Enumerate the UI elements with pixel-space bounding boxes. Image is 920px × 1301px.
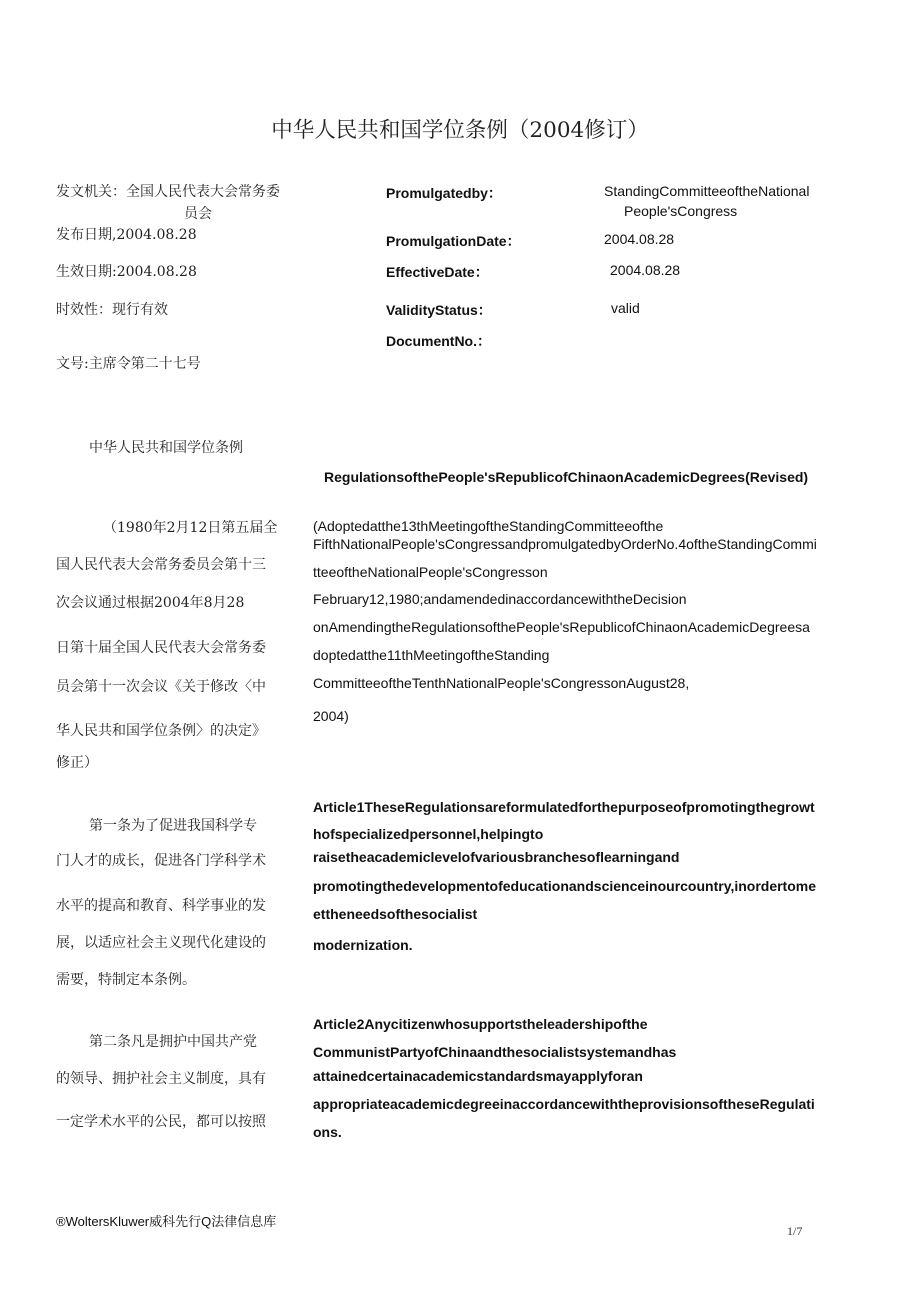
article2-en-line: Article2Anycitizenwhosupportstheleadershipofthe	[313, 1016, 648, 1032]
meta-en-promulgation-date-value: 2004.08.28	[604, 231, 675, 247]
article1-zh-line: 展，以适应社会主义现代化建设的	[56, 935, 266, 951]
article1-en-line: promotingthedevelopmentofeducationandscienceinourcountry,inordertome	[313, 878, 817, 894]
preamble-zh-line: 华人民共和国学位条例〉的决定》	[56, 723, 266, 739]
preamble-zh-line: 日第十届全国人民代表大会常务委	[56, 640, 266, 656]
article2-en-line: ons.	[313, 1124, 342, 1140]
article2-zh-line: 的领导、拥护社会主义制度，具有	[56, 1071, 266, 1087]
preamble-zh-line: 修正）	[56, 755, 98, 771]
preamble-en-line: doptedatthe11thMeetingoftheStanding	[313, 647, 550, 663]
meta-en-doc-no-label: DocumentNo.：	[386, 333, 491, 349]
footer-brand: ®WoltersKluwer威科先行Q法律信息库	[56, 1214, 277, 1229]
meta-en-validity-label: ValidityStatus：	[386, 302, 492, 318]
meta-zh-issuer-line2: 员会	[184, 206, 212, 222]
article1-zh-line: 第一条为了促进我国科学专	[89, 818, 257, 834]
preamble-en-line: February12,1980;andamendedinaccordancewiththeDecision	[313, 591, 687, 607]
preamble-en-line: onAmendingtheRegulationsofthePeople'sRepublicofChinaonAcademicDegreesa	[313, 619, 810, 635]
meta-en-promulgated-by-value-line1: StandingCommitteeoftheNational	[604, 183, 810, 199]
article2-en-line: CommunistPartyofChinaandthesocialistsystemandhas	[313, 1044, 677, 1060]
article2-zh-line: 第二条凡是拥护中国共产党	[89, 1034, 257, 1050]
preamble-en-line: 2004)	[313, 708, 349, 724]
article1-en-line: Article1TheseRegulationsareformulatedforthepurposeofpromotingthegrowt	[313, 799, 815, 815]
meta-zh-doc-no: 文号:主席令第二十七号	[56, 356, 201, 372]
meta-zh-issuer-line1: 发文机关：全国人民代表大会常务委	[56, 184, 280, 200]
meta-en-promulgated-by-value-line2: People'sCongress	[624, 203, 738, 219]
preamble-en-line: FifthNationalPeople'sCongressandpromulgatedbyOrderNo.4oftheStandingCommi	[313, 536, 817, 552]
document-title: 中华人民共和国学位条例（2004修订）	[271, 118, 649, 143]
preamble-en-line: CommitteeoftheTenthNationalPeople'sCongressonAugust28,	[313, 675, 690, 691]
preamble-zh-line: 国人民代表大会常务委员会第十三	[56, 557, 266, 573]
page-number: 1/7	[787, 1224, 803, 1238]
preamble-en-line: (Adoptedatthe13thMeetingoftheStandingCommitteeofthe	[313, 518, 664, 534]
preamble-zh-line: 次会议通过根据2004年8月28	[56, 595, 245, 611]
article1-en-line: raisetheacademiclevelofvariousbranchesoflearningand	[313, 849, 680, 865]
preamble-zh-line: （1980年2月12日第五届全	[103, 520, 278, 536]
meta-en-promulgation-date-label: PromulgationDate：	[386, 233, 521, 249]
article1-en-line: modernization.	[313, 937, 413, 953]
meta-en-effective-date-value: 2004.08.28	[610, 262, 681, 278]
meta-en-promulgated-by-label: Promulgatedby：	[386, 185, 502, 201]
meta-zh-validity: 时效性：现行有效	[56, 302, 168, 318]
article1-zh-line: 门人才的成长，促进各门学科学术	[56, 853, 266, 869]
meta-en-validity-value: valid	[611, 300, 640, 316]
meta-zh-date-effective: 生效日期:2004.08.28	[56, 264, 197, 280]
heading-en: RegulationsofthePeople'sRepublicofChinaonAcademicDegrees(Revised)	[324, 469, 809, 485]
preamble-zh-line: 员会第十一次会议《关于修改〈中	[56, 679, 266, 695]
article1-en-line: ettheneedsofthesocialist	[313, 906, 478, 922]
heading-zh: 中华人民共和国学位条例	[89, 440, 243, 456]
meta-en-effective-date-label: EffectiveDate：	[386, 264, 489, 280]
article2-en-line: attainedcertainacademicstandardsmayapplyforan	[313, 1068, 643, 1084]
article2-zh-line: 一定学术水平的公民，都可以按照	[56, 1114, 266, 1130]
article1-zh-line: 水平的提高和教育、科学事业的发	[56, 898, 266, 914]
preamble-en-line: tteeoftheNationalPeople'sCongresson	[313, 564, 548, 580]
article1-zh-line: 需要，特制定本条例。	[56, 972, 196, 988]
meta-zh-date-issued: 发布日期,2004.08.28	[56, 227, 197, 243]
article2-en-line: appropriateacademicdegreeinaccordancewiththeprovisionsoftheseRegulati	[313, 1096, 815, 1112]
article1-en-line: hofspecializedpersonnel,helpingto	[313, 826, 544, 842]
